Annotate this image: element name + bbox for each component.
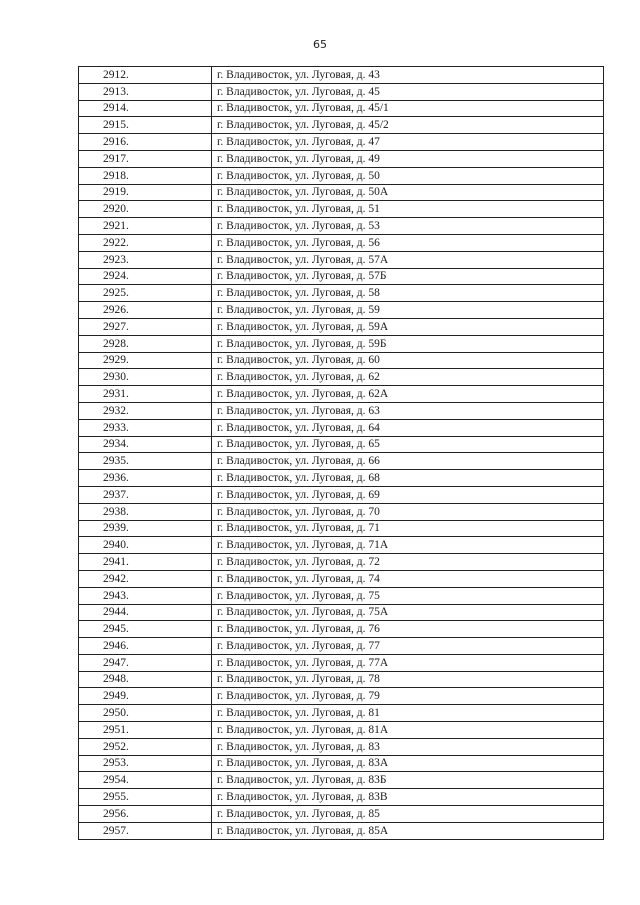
address-cell: г. Владивосток, ул. Луговая, д. 79 (212, 688, 604, 705)
table-row (79, 268, 604, 285)
table-row (79, 688, 604, 705)
address-cell: г. Владивосток, ул. Луговая, д. 75А (212, 604, 604, 621)
row-number-cell: 2918. (79, 167, 212, 184)
address-cell: г. Владивосток, ул. Луговая, д. 58 (212, 285, 604, 302)
table-row (79, 83, 604, 100)
address-cell: г. Владивосток, ул. Луговая, д. 77 (212, 638, 604, 655)
row-number-cell: 2913. (79, 83, 212, 100)
table-row (79, 621, 604, 638)
row-number-cell: 2931. (79, 386, 212, 403)
row-number-cell: 2923. (79, 251, 212, 268)
row-number-cell: 2926. (79, 302, 212, 319)
address-cell: г. Владивосток, ул. Луговая, д. 60 (212, 352, 604, 369)
table-row (79, 772, 604, 789)
row-number-cell: 2928. (79, 335, 212, 352)
table-row (79, 67, 604, 84)
table-row (79, 201, 604, 218)
page-number: 65 (313, 38, 327, 51)
address-cell: г. Владивосток, ул. Луговая, д. 76 (212, 621, 604, 638)
table-row (79, 369, 604, 386)
row-number-cell: 2927. (79, 318, 212, 335)
row-number-cell: 2915. (79, 117, 212, 134)
row-number-cell: 2914. (79, 100, 212, 117)
row-number-cell: 2937. (79, 486, 212, 503)
table-row (79, 520, 604, 537)
address-cell: г. Владивосток, ул. Луговая, д. 59Б (212, 335, 604, 352)
row-number-cell: 2933. (79, 419, 212, 436)
table-row (79, 738, 604, 755)
address-cell: г. Владивосток, ул. Луговая, д. 77А (212, 654, 604, 671)
address-cell: г. Владивосток, ул. Луговая, д. 81А (212, 722, 604, 739)
row-number-cell: 2941. (79, 554, 212, 571)
table-row (79, 402, 604, 419)
address-cell: г. Владивосток, ул. Луговая, д. 83В (212, 789, 604, 806)
row-number-cell: 2916. (79, 134, 212, 151)
row-number-cell: 2917. (79, 150, 212, 167)
address-cell: г. Владивосток, ул. Луговая, д. 57А (212, 251, 604, 268)
address-cell: г. Владивосток, ул. Луговая, д. 59А (212, 318, 604, 335)
address-cell: г. Владивосток, ул. Луговая, д. 45/2 (212, 117, 604, 134)
table-row (79, 184, 604, 201)
row-number-cell: 2921. (79, 218, 212, 235)
row-number-cell: 2935. (79, 453, 212, 470)
table-row (79, 806, 604, 823)
table-row (79, 755, 604, 772)
table-row (79, 386, 604, 403)
address-cell: г. Владивосток, ул. Луговая, д. 75 (212, 587, 604, 604)
address-cell: г. Владивосток, ул. Луговая, д. 50А (212, 184, 604, 201)
row-number-cell: 2936. (79, 470, 212, 487)
table-row (79, 100, 604, 117)
table-row (79, 285, 604, 302)
row-number-cell: 2956. (79, 806, 212, 823)
row-number-cell: 2934. (79, 436, 212, 453)
table-row (79, 722, 604, 739)
address-cell: г. Владивосток, ул. Луговая, д. 64 (212, 419, 604, 436)
table-row (79, 117, 604, 134)
row-number-cell: 2920. (79, 201, 212, 218)
table-row (79, 822, 604, 839)
table-row (79, 218, 604, 235)
table-row (79, 302, 604, 319)
address-table (78, 66, 604, 840)
table-row (79, 570, 604, 587)
table-row (79, 503, 604, 520)
row-number-cell: 2951. (79, 722, 212, 739)
address-cell: г. Владивосток, ул. Луговая, д. 81 (212, 705, 604, 722)
row-number-cell: 2952. (79, 738, 212, 755)
address-cell: г. Владивосток, ул. Луговая, д. 66 (212, 453, 604, 470)
row-number-cell: 2944. (79, 604, 212, 621)
address-cell: г. Владивосток, ул. Луговая, д. 63 (212, 402, 604, 419)
row-number-cell: 2925. (79, 285, 212, 302)
row-number-cell: 2930. (79, 369, 212, 386)
address-cell: г. Владивосток, ул. Луговая, д. 51 (212, 201, 604, 218)
address-cell: г. Владивосток, ул. Луговая, д. 49 (212, 150, 604, 167)
row-number-cell: 2946. (79, 638, 212, 655)
table-row (79, 335, 604, 352)
address-cell: г. Владивосток, ул. Луговая, д. 83А (212, 755, 604, 772)
row-number-cell: 2942. (79, 570, 212, 587)
address-cell: г. Владивосток, ул. Луговая, д. 62А (212, 386, 604, 403)
row-number-cell: 2945. (79, 621, 212, 638)
address-cell: г. Владивосток, ул. Луговая, д. 85А (212, 822, 604, 839)
row-number-cell: 2948. (79, 671, 212, 688)
table-row (79, 705, 604, 722)
table-row (79, 234, 604, 251)
address-cell: г. Владивосток, ул. Луговая, д. 78 (212, 671, 604, 688)
row-number-cell: 2954. (79, 772, 212, 789)
table-row (79, 251, 604, 268)
row-number-cell: 2955. (79, 789, 212, 806)
table-row (79, 587, 604, 604)
address-cell: г. Владивосток, ул. Луговая, д. 83Б (212, 772, 604, 789)
address-cell: г. Владивосток, ул. Луговая, д. 45/1 (212, 100, 604, 117)
address-cell: г. Владивосток, ул. Луговая, д. 68 (212, 470, 604, 487)
table-row (79, 554, 604, 571)
row-number-cell: 2932. (79, 402, 212, 419)
row-number-cell: 2943. (79, 587, 212, 604)
address-cell: г. Владивосток, ул. Луговая, д. 47 (212, 134, 604, 151)
table-row (79, 470, 604, 487)
row-number-cell: 2912. (79, 67, 212, 84)
address-cell: г. Владивосток, ул. Луговая, д. 71А (212, 537, 604, 554)
table-row (79, 150, 604, 167)
table-row (79, 318, 604, 335)
row-number-cell: 2953. (79, 755, 212, 772)
address-cell: г. Владивосток, ул. Луговая, д. 69 (212, 486, 604, 503)
table-row (79, 419, 604, 436)
row-number-cell: 2947. (79, 654, 212, 671)
address-cell: г. Владивосток, ул. Луговая, д. 43 (212, 67, 604, 84)
table-row (79, 789, 604, 806)
row-number-cell: 2950. (79, 705, 212, 722)
address-cell: г. Владивосток, ул. Луговая, д. 57Б (212, 268, 604, 285)
table-row (79, 352, 604, 369)
address-cell: г. Владивосток, ул. Луговая, д. 72 (212, 554, 604, 571)
address-cell: г. Владивосток, ул. Луговая, д. 50 (212, 167, 604, 184)
address-cell: г. Владивосток, ул. Луговая, д. 85 (212, 806, 604, 823)
table-row (79, 486, 604, 503)
address-cell: г. Владивосток, ул. Луговая, д. 74 (212, 570, 604, 587)
table-row (79, 537, 604, 554)
row-number-cell: 2949. (79, 688, 212, 705)
row-number-cell: 2957. (79, 822, 212, 839)
table-row (79, 167, 604, 184)
row-number-cell: 2919. (79, 184, 212, 201)
table-row (79, 654, 604, 671)
table-row (79, 453, 604, 470)
address-cell: г. Владивосток, ул. Луговая, д. 56 (212, 234, 604, 251)
address-cell: г. Владивосток, ул. Луговая, д. 70 (212, 503, 604, 520)
table-row (79, 604, 604, 621)
address-cell: г. Владивосток, ул. Луговая, д. 65 (212, 436, 604, 453)
row-number-cell: 2922. (79, 234, 212, 251)
table-row (79, 134, 604, 151)
row-number-cell: 2940. (79, 537, 212, 554)
address-cell: г. Владивосток, ул. Луговая, д. 62 (212, 369, 604, 386)
row-number-cell: 2938. (79, 503, 212, 520)
row-number-cell: 2939. (79, 520, 212, 537)
address-cell: г. Владивосток, ул. Луговая, д. 71 (212, 520, 604, 537)
table-row (79, 638, 604, 655)
address-cell: г. Владивосток, ул. Луговая, д. 45 (212, 83, 604, 100)
table-row (79, 671, 604, 688)
table-row (79, 436, 604, 453)
address-table-body (79, 67, 604, 840)
row-number-cell: 2929. (79, 352, 212, 369)
address-cell: г. Владивосток, ул. Луговая, д. 59 (212, 302, 604, 319)
row-number-cell: 2924. (79, 268, 212, 285)
address-cell: г. Владивосток, ул. Луговая, д. 53 (212, 218, 604, 235)
address-cell: г. Владивосток, ул. Луговая, д. 83 (212, 738, 604, 755)
